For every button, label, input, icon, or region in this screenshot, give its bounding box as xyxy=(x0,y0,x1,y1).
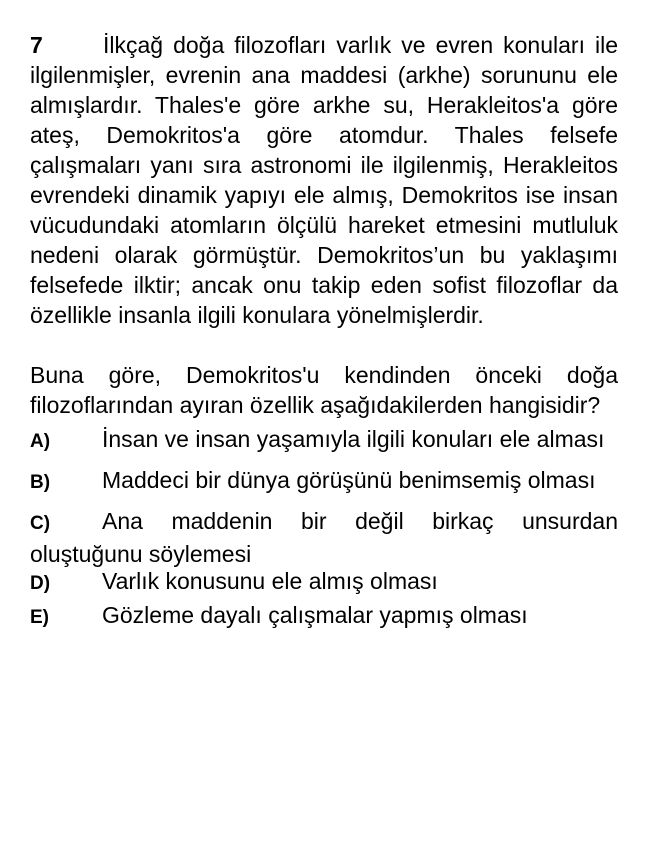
answer-options xyxy=(30,424,618,633)
option-letter: D) xyxy=(30,573,51,594)
option-b[interactable] xyxy=(30,465,618,498)
option-c[interactable] xyxy=(30,506,618,569)
option-text: İnsan ve insan yaşamıyla ilgili konuları ele alması xyxy=(102,426,605,452)
question-stem: Buna göre, Demokritos'u kendinden önceki doğa filozoflarından ayıran özellik aşağıdakilerden hangisidir? xyxy=(30,362,618,418)
option-text: Maddeci bir dünya görüşünü benimsemiş olması xyxy=(102,467,596,493)
question-number: 7 xyxy=(30,32,43,58)
option-a[interactable] xyxy=(30,424,618,457)
question-block xyxy=(30,30,618,641)
option-text: Varlık konusunu ele almış olması xyxy=(102,568,438,594)
option-text: Gözleme dayalı çalışmalar yapmış olması xyxy=(102,602,528,628)
option-letter: A) xyxy=(30,431,51,452)
question-passage xyxy=(30,30,618,330)
option-d[interactable] xyxy=(30,569,618,596)
passage-text: İlkçağ doğa filozofları varlık ve evren konuları ile ilgilenmişler, evrenin ana maddesi (arkhe) sorununu ele almışlardır. Thales'e göre arkhe su, Herakleitos'a göre ateş, Demokritos'a göre atomdur. Thales felsefe çalışmaları yanı sıra astronomi ile ilgilenmiş, Herakleitos evrendeki dinamik yapıyı ele almış, Demokritos ise insan vücudundaki atomların ölçülü hareket etmesini mutluluk nedeni olarak görmüştür. Demokritos’un bu yaklaşımı felsefede ilktir; ancak onu takip eden sofist filozoflar da özellikle insanla ilgili konulara yönelmişlerdir. xyxy=(30,32,618,328)
option-letter: E) xyxy=(30,607,49,628)
option-e[interactable] xyxy=(30,600,618,633)
option-text: Ana maddenin bir değil birkaç unsurdan oluştuğunu söylemesi xyxy=(30,508,618,567)
option-letter: C) xyxy=(30,513,51,534)
option-letter: B) xyxy=(30,472,51,493)
